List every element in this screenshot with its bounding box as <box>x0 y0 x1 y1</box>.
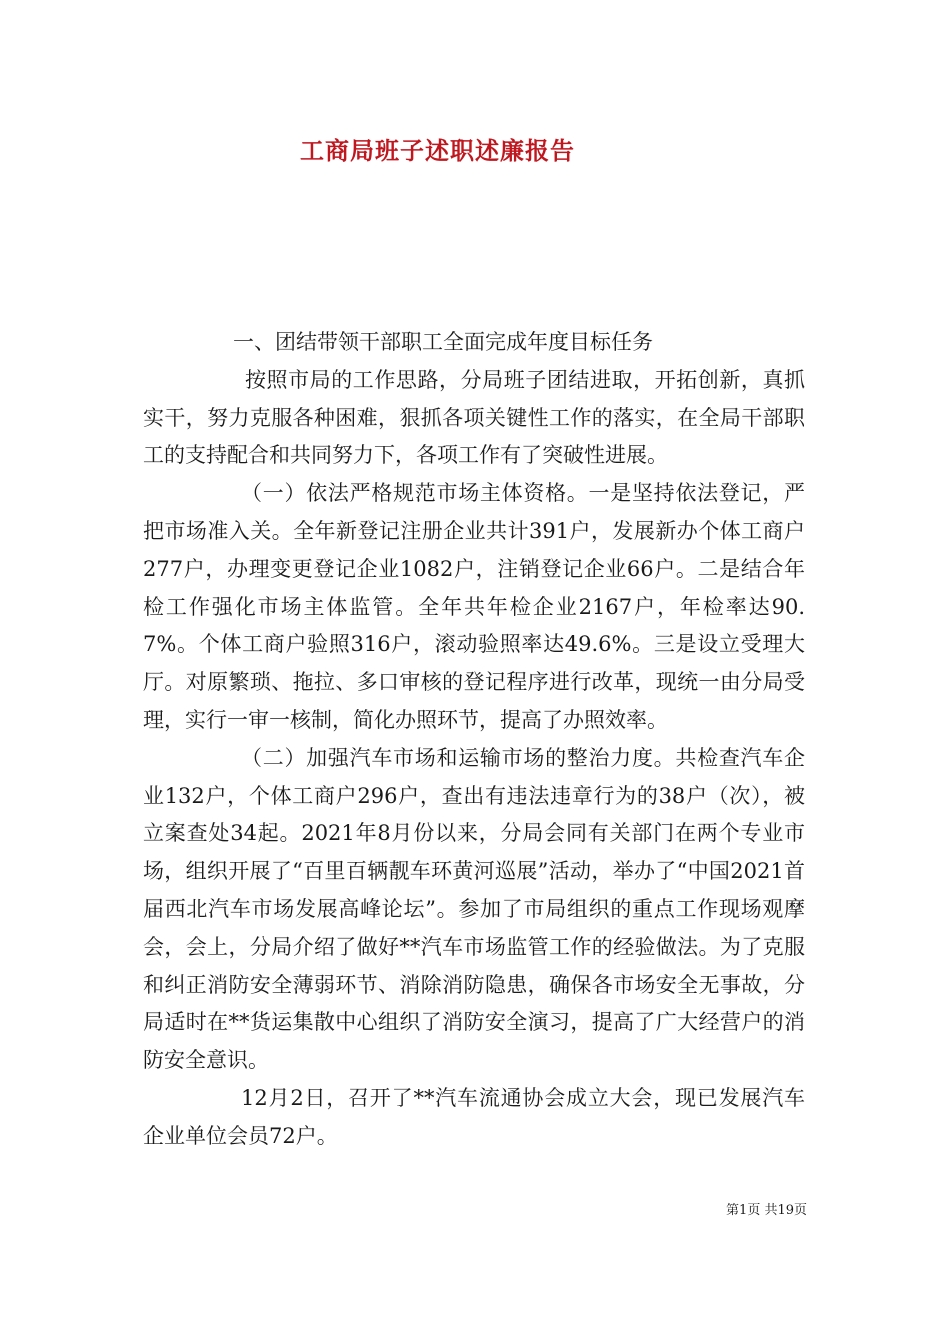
paragraph-intro: 按照市局的工作思路，分局班子团结进取，开拓创新，真抓实干，努力克服各种困难，狠抓各项关键性工作的落实，在全局干部职工的支持配合和共同努力下，各项工作有了突破性进展。 <box>143 367 805 468</box>
paragraph-market-subject: （一）依法严格规范市场主体资格。一是坚持依法登记，严把市场准入关。全年新登记注册企业共计391户，发展新办个体工商户277户，办理变更登记企业1082户，注销登记企业66户。二是结合年检工作强化市场主体监管。全年共年检企业2167户，年检率达90.7%。个体工商户验照316户，滚动验照率达49.6%。三是设立受理大厅。对原繁琐、拖拉、多口审核的登记程序进行改革，现统一由分局受理，实行一审一核制，简化办照环节，提高了办照效率。 <box>143 481 805 732</box>
section-heading: 一、团结带领干部职工全面完成年度目标任务 <box>233 330 653 354</box>
page-number: 第1页 共19页 <box>726 1203 807 1218</box>
paragraph-association: 12月2日，召开了**汽车流通协会成立大会，现已发展汽车企业单位会员72户。 <box>143 1085 805 1148</box>
document-title: 工商局班子述职述廉报告 <box>300 136 575 165</box>
document-body <box>143 324 805 1156</box>
paragraph-auto-market: （二）加强汽车市场和运输市场的整治力度。共检查汽车企业132户，个体工商户296户，查出有违法违章行为的38户（次），被立案查处34起。2021年8月份以来，分局会同有关部门在两个专业市场，组织开展了“百里百辆靓车环黄河巡展”活动，举办了“中国2021首届西北汽车市场发展高峰论坛”。参加了市局组织的重点工作现场观摩会，会上，分局介绍了做好**汽车市场监管工作的经验做法。为了克服和纠正消防安全薄弱环节、消除消防隐患，确保各市场安全无事故，分局适时在**货运集散中心组织了消防安全演习，提高了广大经营户的消防安全意识。 <box>143 745 805 1073</box>
